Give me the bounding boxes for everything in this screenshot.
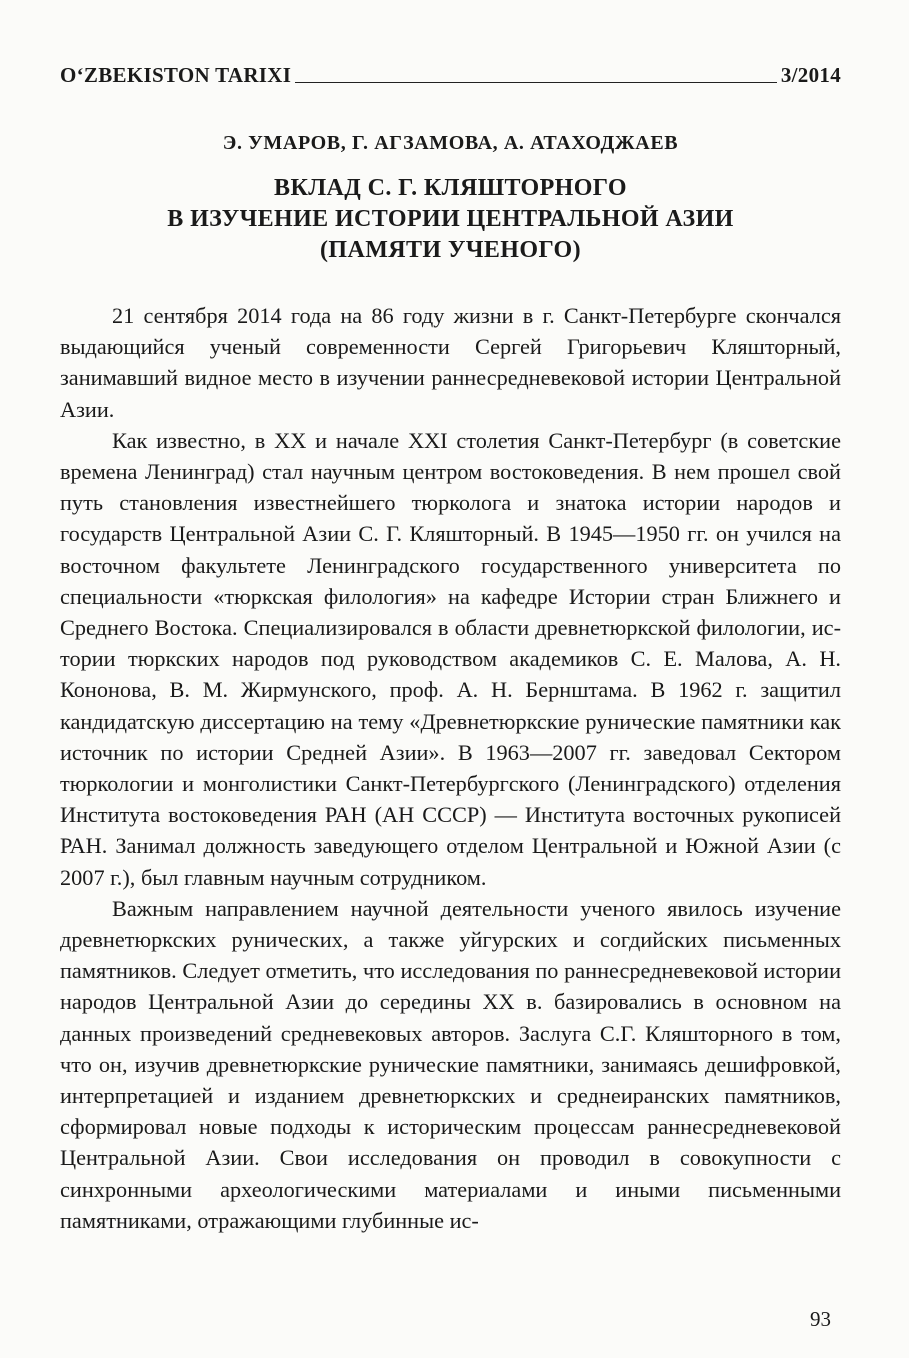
article-title: [60, 173, 841, 266]
body-paragraph: Как известно, в XX и начале XXI столетия Санкт-Петербург (в советские времена Ленинград) стал научным центром востоковедения. В нем прошел свой путь становления известнейшего тюрколога и знатока истории народов и государств Центральной Азии С. Г. Кляшторный. В 1945—1950 гг. он учился на восточном факультете Ленинградского государственного университета по специальности «тюркская филология» на кафедре Истории стран Ближнего и Среднего Востока. Специализировался в области древнетюркской филологии, истории тюркских народов под руководством академиков С. Е. Малова, А. Н. Кононова, В. М. Жирмунского, проф. А. Н. Бернштама. В 1962 г. защитил кандидатскую диссертацию на тему «Древнетюркские рунические памятники как источник по истории Средней Азии». В 1963—2007 гг. заведовал Сектором тюркологии и монголистики Санкт-Петербургского (Ленинградского) отделения Института востоковедения РАН (АН СССР) — Института восточных рукописей РАН. Занимал должность заведующего отделом Центральной и Южной Азии (с 2007 г.), был главным научным сотрудником.: [60, 427, 841, 890]
body-paragraph: Важным направлением научной деятельности ученого явилось изучение древнетюркских рунических, а также уйгурских и согдийских письменных памятников. Следует отметить, что исследования по раннесредневековой истории народов Центральной Азии до середины XX в. базировались в основном на данных произведений средневековых авторов. Заслуга С.Г. Кляшторного в том, что он, изучив древнетюркские рунические памятники, занимаясь дешифровкой, интерпретацией и изданием древнетюркских и среднеиранских памятников, сформировал новые подходы к историческим процессам раннесредневековой Центральной Азии. Свои исследования он проводил в совокупности с синхронными археологическими материалами и иными письменными памятниками, отражающими глубинные ис-: [60, 895, 841, 1233]
title-line: ВКЛАД С. Г. КЛЯШТОРНОГО: [274, 175, 627, 201]
article-authors: Э. УМАРОВ, Г. АГЗАМОВА, А. АТАХОДЖАЕВ: [222, 132, 679, 154]
page-number: 93: [810, 1307, 831, 1331]
running-header: [60, 60, 841, 88]
journal-name: O‘ZBEKISTON TARIXI: [60, 63, 292, 87]
header-rule: [295, 82, 777, 83]
title-line: В ИЗУЧЕНИЕ ИСТОРИИ ЦЕНТРАЛЬНОЙ АЗИИ: [167, 206, 734, 232]
title-line: (ПАМЯТИ УЧЕНОГО): [320, 237, 581, 263]
issue-number: 3/2014: [780, 63, 841, 87]
body-paragraph: 21 сентября 2014 года на 86 году жизни в г. Санкт-Петербурге скончался выдающийся ученый современности Сергей Григорьевич Кляшторный, занимавший видное место в изучении раннесредневековой истории Центральной Азии.: [60, 303, 841, 422]
article-body: [60, 300, 841, 1236]
journal-page: [60, 60, 841, 1236]
